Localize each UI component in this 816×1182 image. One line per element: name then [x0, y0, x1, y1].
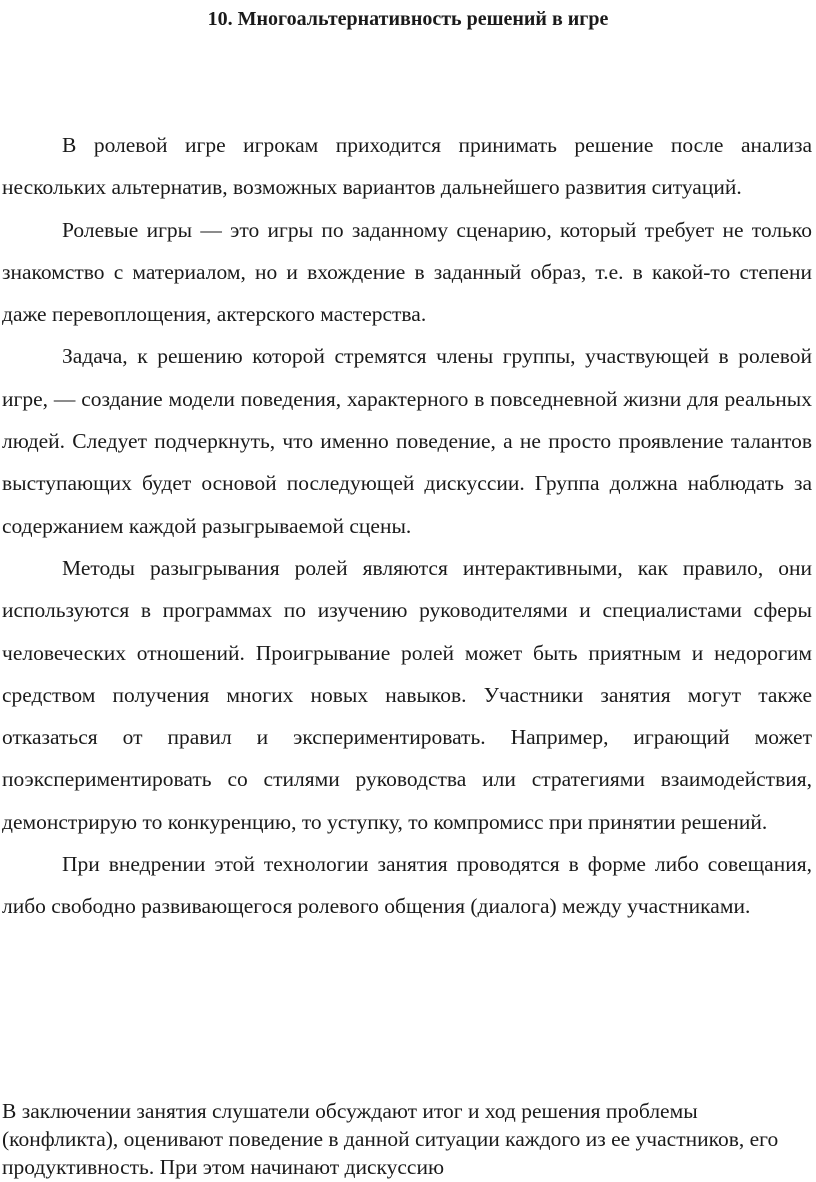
paragraph-methods: Методы разыгрывания ролей являются интерактивными, как правило, они используются в программах по изучению руководителями и специалистами сферы человеческих отношений. Проигрывание ролей может быть приятным и недорогим средством получения многих новых навыков. Участники занятия могут также отказаться от правил и экспериментировать. Например, играющий может поэкспериментировать со стилями руководства или стратегиями взаимодействия, демонстрирую то конкуренцию, то уступку, то компромисс при принятии решений.	[2, 555, 812, 834]
document-body	[2, 124, 812, 928]
page-title: 10. Многоальтернативность решений в игре	[207, 8, 609, 30]
paragraph-task: Задача, к решению которой стремятся члены группы, участвующей в ролевой игре, — создание модели поведения, характерного в повседневной жизни для реальных людей. Следует подчеркнуть, что именно поведение, а не просто проявление талантов выступающих будет основой последующей дискуссии. Группа должна наблюдать за содержанием каждой разыгрываемой сцены.	[2, 344, 812, 538]
paragraph-implementation: При внедрении этой технологии занятия проводятся в форме либо совещания, либо свободно развивающегося ролевого общения (диалога) между участниками.	[2, 852, 812, 919]
paragraph-role-games: Ролевые игры — это игры по заданному сценарию, который требует не только знакомство с материалом, но и вхождение в заданный образ, т.е. в какой-то степени даже перевоплощения, актерского мастерства.	[2, 217, 812, 327]
paragraph-conclusion: В заключении занятия слушатели обсуждают итог и ход решения проблемы (конфликта), оценивают поведение в данной ситуации каждого из ее участников, его продуктивность. При этом начинают дискуссию	[2, 1099, 779, 1179]
paragraph-alternatives: В ролевой игре игрокам приходится принимать решение после анализа нескольких альтернатив, возможных вариантов дальнейшего развития ситуаций.	[2, 133, 812, 200]
